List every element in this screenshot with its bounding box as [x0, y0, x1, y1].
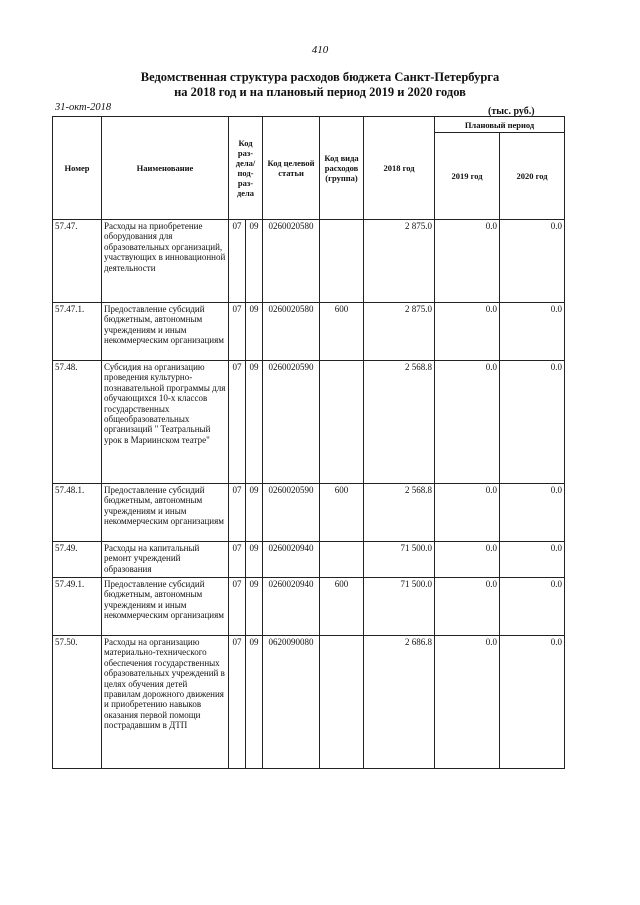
title-line-1: Ведомственная структура расходов бюджета Санкт-Петербурга [140, 70, 500, 84]
row-target-code: 0620090080 [263, 636, 320, 769]
row-podrazdel: 09 [246, 542, 263, 578]
row-podrazdel: 09 [246, 303, 263, 361]
table-row [53, 636, 565, 769]
row-value-2018: 71 500.0 [364, 542, 435, 578]
row-expense-type: 600 [320, 578, 364, 636]
row-number: 57.50. [53, 636, 102, 769]
row-expense-type [320, 220, 364, 303]
budget-table [52, 116, 565, 769]
table-row [53, 578, 565, 636]
row-podrazdel: 09 [246, 578, 263, 636]
row-target-code: 0260020590 [263, 484, 320, 542]
row-value-2019: 0.0 [435, 303, 500, 361]
row-value-2018: 2 568.8 [364, 484, 435, 542]
row-value-2018: 71 500.0 [364, 578, 435, 636]
row-podrazdel: 09 [246, 636, 263, 769]
table-row [53, 484, 565, 542]
row-razdel: 07 [229, 361, 246, 484]
row-value-2020: 0.0 [500, 361, 565, 484]
row-number: 57.48.1. [53, 484, 102, 542]
row-razdel: 07 [229, 303, 246, 361]
page-number: 410 [311, 44, 329, 56]
row-name: Расходы на приобретение оборудования для образовательных организаций, участвующих в инновационной деятельности [102, 220, 229, 303]
row-value-2020: 0.0 [500, 220, 565, 303]
row-number: 57.49.1. [53, 578, 102, 636]
row-target-code: 0260020580 [263, 303, 320, 361]
row-expense-type [320, 361, 364, 484]
row-value-2019: 0.0 [435, 361, 500, 484]
row-target-code: 0260020580 [263, 220, 320, 303]
row-value-2019: 0.0 [435, 220, 500, 303]
table-row [53, 361, 565, 484]
row-value-2020: 0.0 [500, 542, 565, 578]
row-podrazdel: 09 [246, 220, 263, 303]
row-value-2018: 2 568.8 [364, 361, 435, 484]
row-razdel: 07 [229, 542, 246, 578]
row-value-2018: 2 875.0 [364, 303, 435, 361]
header-number: Номер [53, 117, 102, 220]
row-podrazdel: 09 [246, 484, 263, 542]
document-date: 31-окт-2018 [55, 102, 112, 113]
unit-label: (тыс. руб.) [488, 106, 535, 117]
table-row [53, 542, 565, 578]
header-2020: 2020 год [500, 133, 565, 220]
row-number: 57.48. [53, 361, 102, 484]
row-value-2020: 0.0 [500, 484, 565, 542]
header-target-code: Код целевой статьи [263, 117, 320, 220]
row-target-code: 0260020590 [263, 361, 320, 484]
row-name: Субсидия на организацию проведения культурно-познавательной программы для обучающихся 10-х классов государственных общеобразовательных организаций " Театральный урок в Мариинском театре" [102, 361, 229, 484]
row-podrazdel: 09 [246, 361, 263, 484]
header-name: Наименование [102, 117, 229, 220]
row-number: 57.47.1. [53, 303, 102, 361]
row-number: 57.47. [53, 220, 102, 303]
row-value-2020: 0.0 [500, 578, 565, 636]
row-target-code: 0260020940 [263, 542, 320, 578]
header-2018: 2018 год [364, 117, 435, 220]
row-razdel: 07 [229, 220, 246, 303]
row-expense-type [320, 542, 364, 578]
row-number: 57.49. [53, 542, 102, 578]
table-row [53, 303, 565, 361]
row-value-2018: 2 686.8 [364, 636, 435, 769]
header-2019: 2019 год [435, 133, 500, 220]
row-razdel: 07 [229, 636, 246, 769]
row-name: Расходы на капитальный ремонт учреждений образования [102, 542, 229, 578]
row-name: Предоставление субсидий бюджетным, автономным учреждениям и иным некоммерческим организациям [102, 578, 229, 636]
row-value-2019: 0.0 [435, 484, 500, 542]
row-value-2018: 2 875.0 [364, 220, 435, 303]
row-value-2020: 0.0 [500, 636, 565, 769]
row-name: Расходы на организацию материально-технического обеспечения государственных образовательных учреждений в целях обучения детей правилам дорожного движения и приобретению навыков оказания первой помощи пострадавшим в ДТП [102, 636, 229, 769]
row-name: Предоставление субсидий бюджетным, автономным учреждениям и иным некоммерческим организациям [102, 303, 229, 361]
row-expense-type [320, 636, 364, 769]
row-expense-type: 600 [320, 303, 364, 361]
row-name: Предоставление субсидий бюджетным, автономным учреждениям и иным некоммерческим организациям [102, 484, 229, 542]
header-razdel: Код раз- дела/ под- раз- дела [229, 117, 263, 220]
row-razdel: 07 [229, 484, 246, 542]
row-razdel: 07 [229, 578, 246, 636]
row-expense-type: 600 [320, 484, 364, 542]
header-plan-period: Плановый период [435, 117, 565, 133]
row-target-code: 0260020940 [263, 578, 320, 636]
table-row [53, 220, 565, 303]
row-value-2019: 0.0 [435, 636, 500, 769]
header-expense-type: Код вида расходов (группа) [320, 117, 364, 220]
row-value-2019: 0.0 [435, 542, 500, 578]
document-title [0, 70, 640, 100]
title-line-2: на 2018 год и на плановый период 2019 и 2020 годов [174, 85, 466, 99]
row-value-2019: 0.0 [435, 578, 500, 636]
row-value-2020: 0.0 [500, 303, 565, 361]
